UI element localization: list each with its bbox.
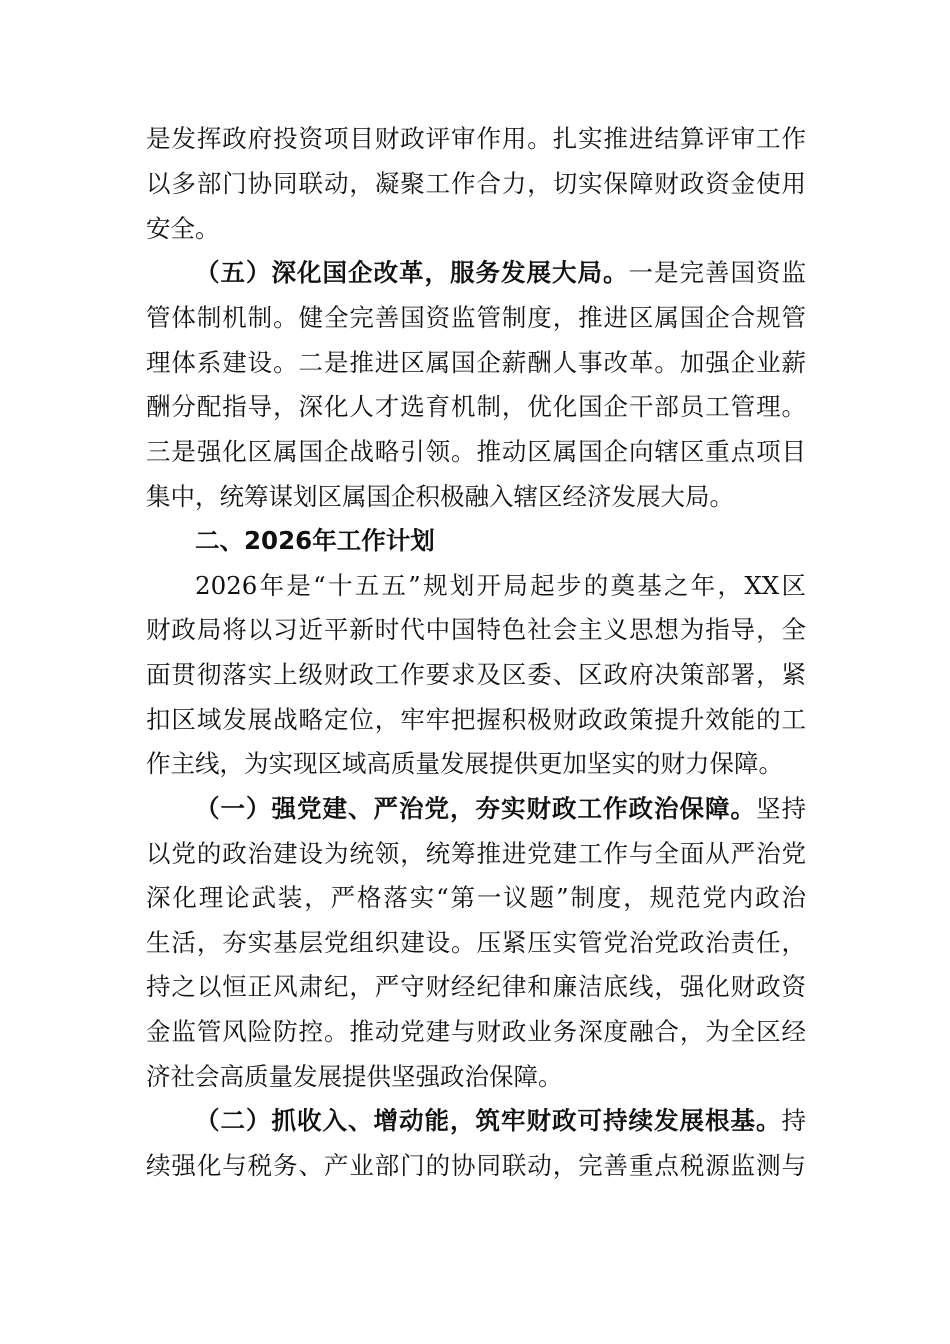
paragraph-line: 深化理论武装，严格落实“第一议题”制度，规范党内政治 xyxy=(146,883,806,912)
section-heading-line: （一）强党建、严治党，夯实财政工作政治保障。坚持 xyxy=(195,794,806,823)
paragraph-line: 持之以恒正风肃纪，严守财经纪律和廉洁底线，强化财政资 xyxy=(146,972,806,1001)
section-heading-lead: （五）深化国企改革，服务发展大局。 xyxy=(195,258,629,287)
paragraph-line: 以党的政治建设为统领，统筹推进党建工作与全面从严治党 xyxy=(146,839,806,868)
paragraph-line: 三是强化区属国企战略引领。推动区属国企向辖区重点项目 xyxy=(146,437,806,466)
paragraph-line: 集中，统筹谋划区属国企积极融入辖区经济发展大局。 xyxy=(146,482,734,511)
paragraph-line: 金监管风险防控。推动党建与财政业务深度融合，为全区经 xyxy=(146,1017,806,1046)
paragraph-line: 济社会高质量发展提供坚强政治保障。 xyxy=(146,1062,563,1091)
paragraph-line: 以多部门协同联动，凝聚工作合力，切实保障财政资金使用 xyxy=(146,169,806,198)
paragraph-line: 生活，夯实基层党组织建设。压紧压实管党治党政治责任， xyxy=(146,928,806,957)
section-heading-lead: （一）强党建、严治党，夯实财政工作政治保障。 xyxy=(195,794,756,823)
paragraph-line: 2026年是“十五五”规划开局起步的奠基之年，XX区 xyxy=(195,571,806,600)
chapter-heading: 二、2026年工作计划 xyxy=(195,526,435,555)
paragraph-line: 作主线，为实现区域高质量发展提供更加坚实的财力保障。 xyxy=(146,749,783,778)
section-heading-line: （五）深化国企改革，服务发展大局。一是完善国资监 xyxy=(195,258,806,287)
paragraph-line: 酬分配指导，深化人才选育机制，优化国企干部员工管理。 xyxy=(146,392,806,421)
paragraph-line: 管体制机制。健全完善国资监管制度，推进区属国企合规管 xyxy=(146,303,806,332)
paragraph-line: 财政局将以习近平新时代中国特色社会主义思想为指导，全 xyxy=(146,615,806,644)
paragraph-line: 理体系建设。二是推进区属国企薪酬人事改革。加强企业薪 xyxy=(146,348,806,377)
paragraph-line: 续强化与税务、产业部门的协同联动，完善重点税源监测与 xyxy=(146,1151,806,1180)
paragraph-line: 扣区域发展战略定位，牢牢把握积极财政政策提升效能的工 xyxy=(146,705,806,734)
paragraph-line: 面贯彻落实上级财政工作要求及区委、区政府决策部署，紧 xyxy=(146,660,806,689)
section-heading-lead: （二）抓收入、增动能，筑牢财政可持续发展根基。 xyxy=(195,1106,782,1135)
section-heading-line: （二）抓收入、增动能，筑牢财政可持续发展根基。持 xyxy=(195,1106,806,1135)
paragraph-line: 安全。 xyxy=(146,214,220,243)
paragraph-line: 是发挥政府投资项目财政评审作用。扎实推进结算评审工作 xyxy=(146,124,806,153)
